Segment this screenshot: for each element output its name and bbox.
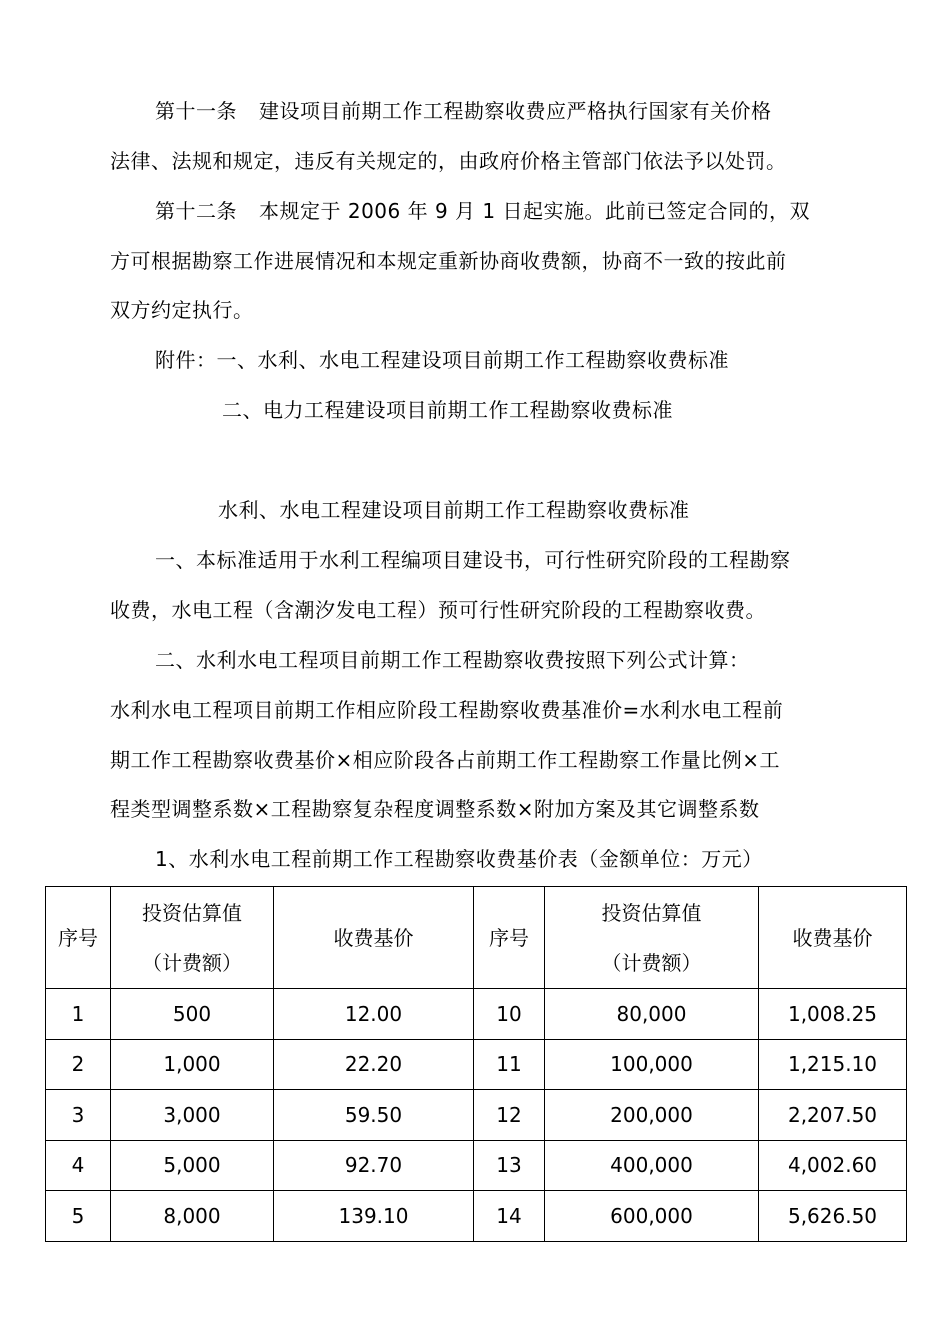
cell-invest-a: 500	[111, 989, 274, 1040]
article-12-line-2: 方可根据勘察工作进展情况和本规定重新协商收费额，协商不一致的按此前	[110, 249, 787, 273]
article-11-text-1: 建设项目前期工作工程勘察收费应严格执行国家有关价格	[259, 99, 772, 123]
cell-seq-b: 11	[474, 1039, 545, 1090]
cell-fee-a: 59.50	[274, 1090, 474, 1141]
table-row	[46, 1140, 907, 1191]
cell-fee-a: 139.10	[274, 1191, 474, 1242]
cell-invest-b: 600,000	[545, 1191, 759, 1242]
attachment-item-1: 附件：一、水利、水电工程建设项目前期工作工程勘察收费标准	[155, 348, 729, 372]
cell-fee-b: 2,207.50	[759, 1090, 907, 1141]
formula-line-3: 程类型调整系数×工程勘察复杂程度调整系数×附加方案及其它调整系数	[110, 797, 760, 821]
formula-line-1: 水利水电工程项目前期工作相应阶段工程勘察收费基准价=水利水电工程前	[110, 698, 784, 722]
cell-invest-b: 200,000	[545, 1090, 759, 1141]
cell-fee-a: 92.70	[274, 1140, 474, 1191]
article-11-label: 第十一条	[155, 99, 237, 123]
fee-table-header-row	[46, 887, 907, 989]
header-fee-b: 收费基价	[759, 887, 907, 989]
cell-fee-b: 5,626.50	[759, 1191, 907, 1242]
article-11-line-1	[0, 97, 950, 125]
cell-seq-b: 10	[474, 989, 545, 1040]
table-row	[46, 1090, 907, 1141]
header-invest-a-line-1: 投资估算值	[142, 900, 242, 925]
item-1-line-2: 收费，水电工程（含潮汐发电工程）预可行性研究阶段的工程勘察收费。	[110, 598, 766, 622]
attachment-item-2: 二、电力工程建设项目前期工作工程勘察收费标准	[222, 398, 673, 422]
cell-seq-a: 1	[46, 989, 111, 1040]
header-invest-a	[111, 887, 274, 989]
cell-invest-b: 100,000	[545, 1039, 759, 1090]
cell-seq-a: 4	[46, 1140, 111, 1191]
cell-fee-a: 22.20	[274, 1039, 474, 1090]
header-invest-b	[545, 887, 759, 989]
fee-table	[45, 886, 907, 1242]
cell-fee-a: 12.00	[274, 989, 474, 1040]
formula-line-2: 期工作工程勘察收费基价×相应阶段各占前期工作工程勘察工作量比例×工	[110, 748, 781, 772]
table-row	[46, 1039, 907, 1090]
cell-seq-a: 3	[46, 1090, 111, 1141]
cell-invest-b: 80,000	[545, 989, 759, 1040]
header-seq-a: 序号	[46, 887, 111, 989]
cell-seq-b: 14	[474, 1191, 545, 1242]
table-caption: 1、水利水电工程前期工作工程勘察收费基价表（金额单位：万元）	[155, 847, 763, 871]
item-1-line-1: 一、本标准适用于水利工程编项目建设书，可行性研究阶段的工程勘察	[155, 548, 791, 572]
article-12-label: 第十二条	[155, 199, 237, 223]
header-invest-b-line-2: （计费额）	[601, 950, 702, 975]
cell-invest-a: 1,000	[111, 1039, 274, 1090]
cell-seq-a: 5	[46, 1191, 111, 1242]
header-seq-b: 序号	[474, 887, 545, 989]
item-2-line-1: 二、水利水电工程项目前期工作工程勘察收费按照下列公式计算：	[155, 648, 750, 672]
cell-invest-a: 5,000	[111, 1140, 274, 1191]
standard-title: 水利、水电工程建设项目前期工作工程勘察收费标准	[218, 498, 690, 522]
cell-fee-b: 1,215.10	[759, 1039, 907, 1090]
article-12-line-3: 双方约定执行。	[110, 298, 254, 322]
cell-seq-b: 12	[474, 1090, 545, 1141]
cell-fee-b: 4,002.60	[759, 1140, 907, 1191]
article-12-text-1: 本规定于 2006 年 9 月 1 日起实施。此前已签定合同的，双	[259, 199, 810, 223]
cell-invest-b: 400,000	[545, 1140, 759, 1191]
cell-invest-a: 3,000	[111, 1090, 274, 1141]
cell-invest-a: 8,000	[111, 1191, 274, 1242]
header-fee-a: 收费基价	[274, 887, 474, 989]
table-row	[46, 989, 907, 1040]
article-12-line-1	[0, 197, 950, 225]
header-invest-b-line-1: 投资估算值	[601, 900, 702, 925]
article-11-line-2: 法律、法规和规定，违反有关规定的，由政府价格主管部门依法予以处罚。	[110, 149, 787, 173]
header-invest-a-line-2: （计费额）	[142, 950, 242, 975]
table-row	[46, 1191, 907, 1242]
cell-seq-a: 2	[46, 1039, 111, 1090]
cell-fee-b: 1,008.25	[759, 989, 907, 1040]
cell-seq-b: 13	[474, 1140, 545, 1191]
